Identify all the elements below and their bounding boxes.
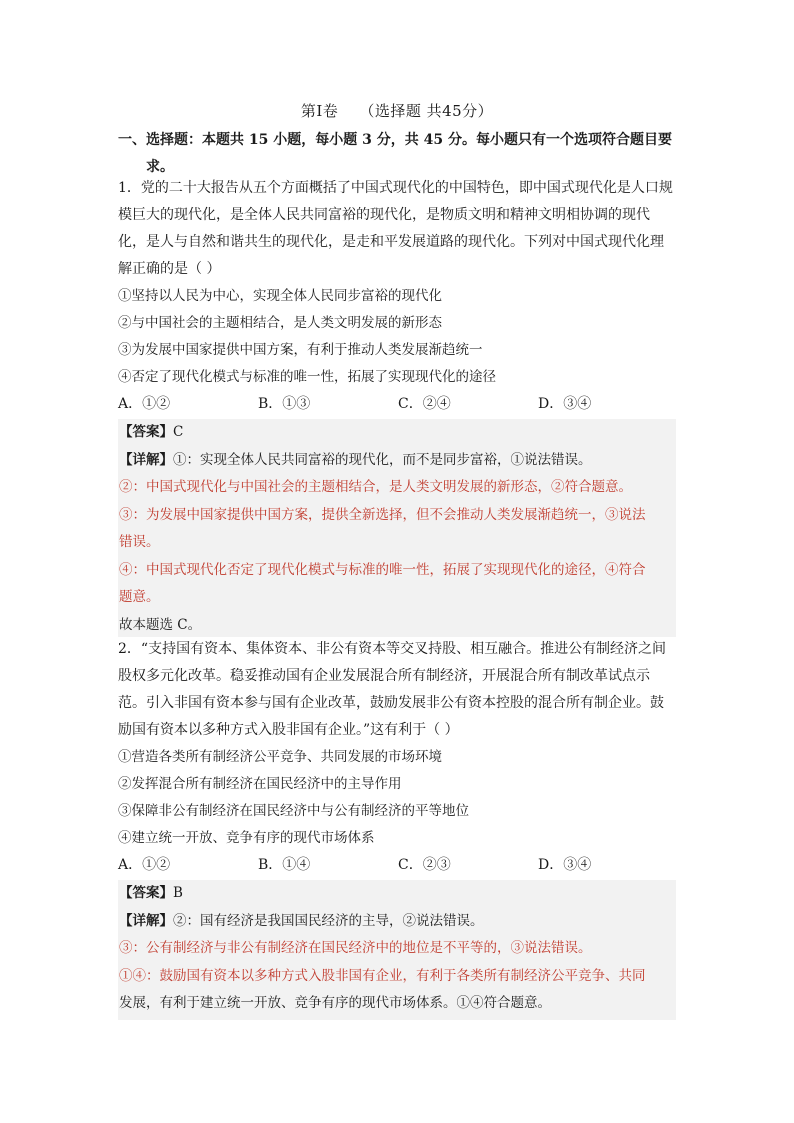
q1-option: ①坚持以人民为中心，实现全体人民同步富裕的现代化 — [118, 288, 442, 304]
q2-stem-line: 范。引入非国有资本参与国有企业改革，鼓励发展非公有资本控股的混合所有制企业。鼓 — [118, 695, 664, 711]
q1-answer-value: C — [173, 424, 184, 440]
q2-detail-text: ②：国有经济是我国国民经济的主导，②说法错误。 — [173, 912, 484, 929]
q1-stem-line: 解正确的是（ ） — [118, 261, 221, 277]
section-instruction — [118, 127, 678, 181]
q1-stem-line: 化，是人与自然和谐共生的现代化，是走和平发展道路的现代化。下列对中国式现代化理 — [118, 234, 664, 250]
q1-option: ②与中国社会的主题相结合，是人类文明发展的新形态 — [118, 315, 442, 331]
q1-choice-a: A．①② — [118, 396, 171, 412]
q1-detail-text: 错误。 — [119, 534, 160, 550]
q1-choice-b: B．①③ — [258, 396, 311, 412]
exam-part-title: 第Ⅰ卷 — [300, 102, 339, 120]
q2-detail-text: ③：公有制经济与非公有制经济在国民经济中的地位是不平等的，③说法错误。 — [119, 940, 592, 956]
q2-option: ③保障非公有制经济在国民经济中与公有制经济的平等地位 — [118, 803, 469, 819]
q2-answer-box — [118, 880, 676, 1020]
question-1 — [118, 175, 678, 418]
q1-stem-line: 1．党的二十大报告从五个方面概括了中国式现代化的中国特色，即中国式现代化是人口规 — [118, 180, 673, 196]
q2-stem-line: 股权多元化改革。稳妥推动国有企业发展混合所有制经济，开展混合所有制改革试点示 — [118, 668, 650, 684]
q1-answer-label: 【答案】 — [119, 424, 173, 440]
page-title — [0, 100, 794, 121]
q1-option: ③为发展中国家提供中国方案，有利于推动人类发展渐趋统一 — [118, 342, 483, 358]
q1-detail-label: 【详解】 — [119, 451, 173, 468]
q2-detail-text: 发展，有利于建立统一开放、竞争有序的现代市场体系。①④符合题意。 — [119, 995, 551, 1011]
q2-choice-a: A．①② — [118, 857, 171, 873]
q1-stem-line: 模巨大的现代化，是全体人民共同富裕的现代化，是物质文明和精神文明相协调的现代 — [118, 207, 650, 223]
q2-detail-label: 【详解】 — [119, 912, 173, 929]
q1-detail-text: ③：为发展中国家提供中国方案，提供全新选择，但不会推动人类发展渐趋统一，③说法 — [119, 506, 646, 523]
q2-detail-text: ①④：鼓励国有资本以多种方式入股非国有企业，有利于各类所有制经济公平竞争、共同 — [119, 967, 646, 984]
q2-choice-b: B．①④ — [258, 857, 311, 873]
q2-option: ①营造各类所有制经济公平竞争、共同发展的市场环境 — [118, 749, 442, 765]
q1-detail-text: ①：实现全体人民共同富裕的现代化，而不是同步富裕，①说法错误。 — [173, 451, 592, 468]
q2-answer-value: B — [173, 885, 183, 901]
q2-answer-label: 【答案】 — [119, 885, 173, 901]
q2-choice-d: D．③④ — [538, 857, 592, 873]
q1-choice-d: D．③④ — [538, 396, 592, 412]
q1-conclusion: 故本题选 C。 — [119, 616, 202, 633]
q1-detail-text: ④：中国式现代化否定了现代化模式与标准的唯一性，拓展了实现现代化的途径，④符合 — [119, 561, 646, 578]
section-label: 一、选择题： — [118, 132, 202, 148]
q1-option: ④否定了现代化模式与标准的唯一性，拓展了实现现代化的途径 — [118, 369, 496, 385]
exam-part-subtitle: （选择题 共45分） — [359, 102, 494, 120]
q2-stem-line: 励国有资本以多种方式入股非国有企业。”这有利于（ ） — [118, 722, 459, 738]
section-text-line1: 本题共 15 小题，每小题 3 分，共 45 分。每小题只有一个选项符合题目要 — [202, 132, 672, 148]
q2-option: ②发挥混合所有制经济在国民经济中的主导作用 — [118, 776, 402, 792]
q1-choice-c: C．②④ — [398, 396, 451, 412]
q2-option: ④建立统一开放、竞争有序的现代市场体系 — [118, 830, 375, 846]
q2-choices — [118, 852, 678, 879]
q2-choice-c: C．②③ — [398, 857, 451, 873]
section-text-line2: 求。 — [146, 159, 174, 175]
q1-answer-box — [118, 419, 676, 637]
q1-detail-text: 题意。 — [119, 589, 160, 605]
question-2 — [118, 636, 678, 879]
q2-stem-line: 2．“支持国有资本、集体资本、非公有资本等交叉持股、相互融合。推进公有制经济之间 — [118, 641, 667, 657]
q1-choices — [118, 391, 678, 418]
q1-detail-text: ②：中国式现代化与中国社会的主题相结合，是人类文明发展的新形态，②符合题意。 — [119, 479, 632, 495]
